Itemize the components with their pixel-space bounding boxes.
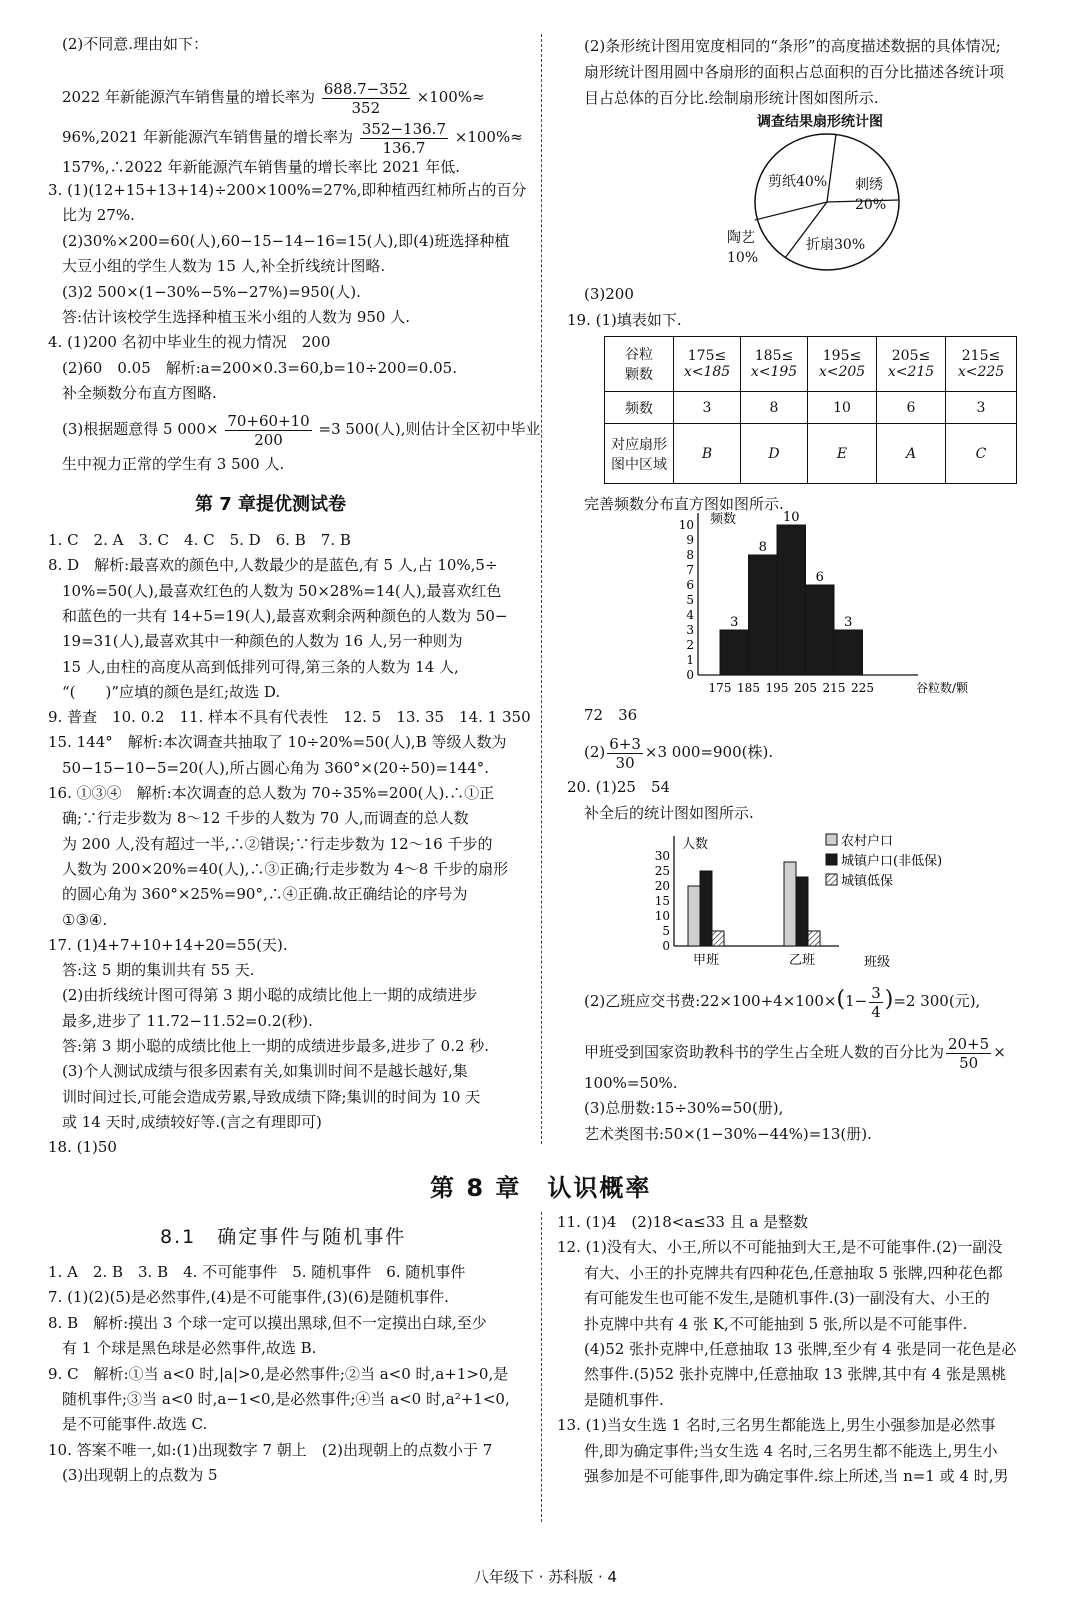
col-text: 195≤	[822, 348, 862, 364]
y-tick-label: 0	[686, 668, 694, 682]
bar-value-label: 8	[758, 540, 767, 555]
text-line: 1. C 2. A 3. C 4. C 5. D 6. B 7. B	[48, 531, 351, 549]
y-tick-label: 1	[686, 653, 694, 667]
text-line: 17. (1)4+7+10+14+20=55(天).	[48, 935, 288, 954]
fraction	[360, 120, 448, 157]
text-line: 随机事件;③当 a<0 时,a−1<0,是必然事件;④当 a<0 时,a²+1<0,	[62, 1390, 510, 1408]
denominator: 4	[871, 1002, 881, 1021]
denominator: 50	[959, 1053, 979, 1072]
text-line: 9. C 解析:①当 a<0 时,|a|>0,是必然事件;②当 a<0 时,a+1>0,是	[48, 1364, 509, 1383]
col-text: 205≤	[891, 348, 931, 364]
text-line: (2)	[584, 743, 606, 761]
text-line: (3)出现朝上的点数为 5	[62, 1466, 218, 1485]
x-category-label: 甲班	[692, 953, 720, 968]
bar-3	[808, 931, 820, 946]
pie-label-zheshan: 折扇30%	[806, 237, 866, 253]
text-line: ①③④.	[62, 910, 108, 929]
text-line: 1. A 2. B 3. B 4. 不可能事件 5. 随机事件 6. 随机事件	[48, 1263, 466, 1281]
formula-line	[62, 410, 540, 449]
text-line: (3)200	[584, 285, 634, 303]
text-line: 96%,2021 年新能源汽车销售量的增长率为	[62, 128, 354, 146]
x-axis-label: 班级	[864, 955, 891, 970]
bar-value-label: 10	[782, 510, 800, 525]
column-divider	[541, 1212, 542, 1522]
page-footer: 八年级下 · 苏科版 · 4	[473, 1568, 618, 1586]
text-line: (4)52 张扑克牌中,任意抽取 13 张牌,至少有 4 张是同一花色是必	[584, 1340, 1017, 1358]
text-line: 有可能发生也可能不发生,是随机事件.(3)一副没有大、小王的	[584, 1289, 990, 1308]
x-tick-label: 225	[851, 681, 874, 695]
histogram-bar	[720, 630, 749, 675]
y-axis-label: 频数	[710, 512, 737, 527]
text-line: 11. (1)4 (2)18<a≤33 且 a 是整数	[557, 1213, 809, 1231]
text-line: (2)不同意.理由如下：	[62, 35, 209, 53]
pie-title: 调查结果扇形统计图	[757, 114, 883, 130]
text-line: 8. D 解析:最喜欢的颜色中,人数最少的是蓝色,有 5 人,占 10%,5÷	[48, 556, 498, 575]
table-row-label: 频数	[605, 392, 674, 424]
text-line: (3)根据题意得 5 000×	[62, 420, 219, 438]
text-line: 是随机事件.	[584, 1390, 664, 1409]
y-tick-label: 30	[654, 849, 670, 863]
denominator: 136.7	[382, 138, 426, 157]
text-line: 件,即为确定事件;当女生选 4 名时,三名男生都不能选上,男生小	[584, 1441, 998, 1460]
text-line: (2)30%×200=60(人),60−15−14−16=15(人),即(4)班选择种植	[62, 232, 510, 250]
y-tick-label: 6	[686, 578, 694, 592]
chapter8-title: 第 8 章 认识概率	[430, 1174, 652, 1202]
row-text: 对应扇形	[611, 436, 667, 453]
y-tick-label: 5	[686, 593, 694, 607]
text-line: 艺术类图书:50×(1−30%−44%)=13(册).	[584, 1125, 872, 1143]
table-cell: D	[741, 424, 808, 484]
table-cell: E	[808, 424, 877, 484]
text-line: 15 人,由柱的高度从高到低排列可得,第三条的人数为 14 人,	[62, 657, 459, 676]
text-line: 补全后的统计图如图所示.	[584, 804, 754, 822]
pie-label-taoyi-pct: 10%	[727, 250, 759, 266]
bar-1	[688, 886, 700, 946]
text-line: 的圆心角为 360°×25%=90°,∴④正确.故正确结论的序号为	[62, 885, 468, 904]
paren: )	[884, 987, 894, 1012]
col-text: x<215	[887, 364, 935, 380]
text-line: (2)条形统计图用宽度相同的“条形”的高度描述数据的具体情况;	[584, 37, 1001, 55]
formula-line	[62, 78, 485, 117]
formula-line	[62, 118, 523, 157]
legend-label: 城镇低保	[841, 874, 894, 889]
y-tick-label: 3	[686, 623, 694, 637]
text-line: 训时间过长,可能会造成劳累,导致成绩下降;集训的时间为 10 天	[62, 1087, 481, 1106]
bar-2	[700, 871, 712, 946]
bar-2	[796, 877, 808, 946]
text-line: 或 14 天时,成绩较好等.(言之有理即可)	[62, 1112, 322, 1131]
fraction	[322, 80, 410, 117]
text-line: 为 200 人,没有超过一半,∴②错误;∵行走步数为 12～16 千步的	[62, 834, 493, 853]
text-line: 扑克牌中共有 4 张 K,不可能抽到 5 张,所以是不可能事件.	[584, 1314, 968, 1333]
pie-label-cixiu-pct: 20%	[855, 197, 887, 213]
text-line: 7. (1)(2)(5)是必然事件,(4)是不可能事件,(3)(6)是随机事件.	[48, 1288, 449, 1307]
header-text: 谷粒	[625, 347, 653, 363]
bar-1	[784, 862, 796, 946]
text-line: 最多,进步了 11.72−11.52=0.2(秒).	[62, 1011, 313, 1030]
text-line: 甲班受到国家资助教科书的学生占全班人数的百分比为	[584, 1043, 945, 1061]
fraction	[225, 412, 311, 449]
y-tick-label: 5	[662, 924, 670, 938]
y-tick-label: 20	[654, 879, 670, 893]
text-line: (3)总册数:15÷30%=50(册),	[584, 1099, 784, 1117]
text-line: 72 36	[584, 706, 638, 724]
y-tick-label: 4	[686, 608, 694, 622]
bar-value-label: 6	[815, 570, 824, 585]
text-line: 有 1 个球是黑色球是必然事件,故选 B.	[62, 1339, 317, 1358]
numerator: 3	[871, 983, 881, 1002]
text-line: (2)由折线统计图可得第 3 期小聪的成绩比他上一期的成绩进步	[62, 986, 478, 1005]
histogram-bar	[806, 585, 835, 675]
text-line: 20. (1)25 54	[567, 778, 671, 796]
col-text: 215≤	[961, 348, 1001, 364]
x-tick-label: 185	[737, 681, 760, 695]
text-line: 8. B 解析:摸出 3 个球一定可以摸出黑球,但不一定摸出白球,至少	[48, 1313, 487, 1332]
numerator: 352−136.7	[361, 119, 446, 138]
text-line: 19. (1)填表如下.	[567, 311, 682, 329]
table-cell: C	[946, 424, 1017, 484]
fraction	[607, 735, 643, 772]
numerator: 688.7−352	[323, 79, 408, 98]
col-text: 185≤	[754, 348, 794, 364]
formula-line	[584, 980, 980, 1021]
text-line: 2022 年新能源汽车销售量的增长率为	[62, 88, 315, 106]
table-row-label	[605, 424, 674, 484]
table-col-head	[808, 337, 877, 392]
text-line: 18. (1)50	[48, 1138, 117, 1157]
text-line: 有大、小王的扑克牌共有四种花色,任意抽取 5 张牌,四种花色都	[584, 1263, 1003, 1282]
text-line: 是不可能事件.故选 C.	[62, 1415, 208, 1434]
text-line: (2)60 0.05 解析:a=200×0.3=60,b=10÷200=0.05.	[62, 359, 457, 377]
column-divider	[541, 34, 542, 1144]
chapter7-title: 第 7 章提优测试卷	[195, 494, 347, 515]
legend-label: 农村户口	[841, 834, 894, 849]
text-line: 和蓝色的一共有 14+5=19(人),最喜欢剩余两种颜色的人数为 50−	[62, 606, 508, 625]
text-line: (3)个人测试成绩与很多因素有关,如集训时间不是越长越好,集	[62, 1062, 468, 1081]
text-line: 10. 答案不唯一,如:(1)出现数字 7 朝上 (2)出现朝上的点数小于 7	[48, 1440, 493, 1459]
text-line: =3 500(人),则估计全区初中毕业	[318, 420, 541, 438]
text-line: 完善频数分布直方图如图所示.	[584, 495, 784, 513]
y-axis-label: 人数	[682, 837, 709, 852]
text-line: 10%=50(人),最喜欢红色的人数为 50×28%=14(人),最喜欢红色	[62, 581, 502, 600]
pie-label-cixiu: 刺绣	[855, 177, 883, 193]
text-line: 扇形统计图用圆中各扇形的面积占总面积的百分比描述各统计项	[584, 63, 1005, 81]
text-line: 16. ①③④ 解析:本次调查的总人数为 70÷35%=200(人).∴①正	[48, 784, 495, 802]
legend-swatch	[826, 874, 837, 885]
text-line: ×100%≈	[416, 88, 485, 106]
legend-swatch	[826, 834, 837, 845]
text-line: 补全频数分布直方图略.	[62, 384, 217, 402]
bar-3	[712, 931, 724, 946]
y-tick-label: 7	[686, 563, 694, 577]
text-line: ×3 000=900(株).	[644, 743, 774, 761]
text-line: 12. (1)没有大、小王,所以不可能抽到大王,是不可能事件.(2)一副没	[557, 1238, 1003, 1257]
y-tick-label: 10	[678, 518, 694, 532]
text-line: 9. 普查 10. 0.2 11. 样本不具有代表性 12. 5 13. 35 14. 1 350	[48, 708, 531, 727]
text-line: 答:第 3 期小聪的成绩比他上一期的成绩进步最多,进步了 0.2 秒.	[62, 1037, 490, 1055]
histogram-bar	[777, 525, 806, 675]
text-line: 大豆小组的学生人数为 15 人,补全折线统计图略.	[62, 257, 386, 275]
text-line: 然事件.(5)52 张扑克牌中,任意抽取 13 张牌,其中有 4 张是黑桃	[584, 1365, 1007, 1384]
denominator: 200	[254, 430, 283, 449]
text-line: 答:估计该校学生选择种植玉米小组的人数为 950 人.	[62, 308, 410, 326]
legend-label: 城镇户口(非低保)	[841, 854, 943, 869]
bar-value-label: 3	[844, 615, 853, 630]
fraction	[869, 984, 883, 1021]
table-cell: 8	[741, 392, 808, 424]
x-category-label: 乙班	[788, 953, 816, 968]
row-text: 图中区域	[611, 456, 667, 473]
text-line: 50−15−10−5=20(人),所占圆心角为 360°×(20÷50)=144°.	[62, 758, 490, 777]
y-tick-label: 0	[662, 939, 670, 953]
table-cell: 10	[808, 392, 877, 424]
text-line: (3)2 500×(1−30%−5%−27%)=950(人).	[62, 283, 361, 301]
text-line: ×	[993, 1043, 1006, 1061]
text-line: 13. (1)当女生选 1 名时,三名男生都能选上,男生小强参加是必然事	[557, 1416, 996, 1435]
table-col-head	[877, 337, 946, 392]
text-line: (2)乙班应交书费:22×100+4×100×	[584, 992, 837, 1010]
table-col-head	[741, 337, 808, 392]
y-tick-label: 10	[654, 909, 670, 923]
bar-value-label: 3	[730, 615, 739, 630]
section-8-1-title: 8.1 确定事件与随机事件	[160, 1226, 407, 1248]
numerator: 6+3	[609, 734, 641, 753]
histogram-chart	[660, 510, 969, 700]
text-line: 目占总体的百分比.绘制扇形统计图如图所示.	[584, 89, 879, 107]
text-line: 人数为 200×20%=40(人),∴③正确;行走步数为 4～8 千步的扇形	[62, 859, 509, 878]
text-line: 19=31(人),最喜欢其中一种颜色的人数为 16 人,另一种则为	[62, 632, 463, 651]
table-cell: 3	[946, 392, 1017, 424]
histogram-bar	[749, 555, 778, 675]
table-col-head	[674, 337, 741, 392]
x-tick-label: 175	[708, 681, 732, 695]
col-text: x<205	[818, 364, 866, 380]
grouped-bar-chart	[640, 826, 980, 976]
col-text: x<195	[750, 364, 798, 380]
table-cell: 6	[877, 392, 946, 424]
pie-slice-edge	[827, 134, 836, 202]
denominator: 352	[351, 98, 381, 117]
text-line: 确;∵行走步数为 8～12 千步的人数为 70 人,而调查的总人数	[62, 809, 469, 828]
table-cell: 3	[674, 392, 741, 424]
y-tick-label: 2	[686, 638, 694, 652]
y-tick-label: 9	[686, 533, 694, 547]
y-tick-label: 8	[686, 548, 694, 562]
text-line: “( )”应填的颜色是红;故选 D.	[62, 682, 281, 701]
col-text: x<185	[683, 364, 731, 380]
formula-line	[584, 733, 773, 772]
x-tick-label: 195	[765, 681, 789, 695]
x-tick-label: 205	[794, 681, 817, 695]
numerator: 20+5	[948, 1034, 990, 1053]
histogram-bar	[834, 630, 863, 675]
text-line: 4. (1)200 名初中毕业生的视力情况 200	[48, 333, 331, 351]
x-axis-label: 谷粒数/颗	[916, 681, 969, 695]
text-line: ×100%≈	[454, 128, 523, 146]
numerator: 70+60+10	[227, 411, 310, 430]
frequency-table	[604, 336, 1017, 484]
table-col-head	[946, 337, 1017, 392]
pie-label-taoyi: 陶艺	[727, 230, 755, 246]
header-text: 颗数	[625, 367, 653, 383]
col-text: x<225	[957, 364, 1005, 380]
table-cell: A	[877, 424, 946, 484]
text-line: 强参加是不可能事件,即为确定事件.综上所述,当 n=1 或 4 时,男	[584, 1467, 1009, 1485]
fraction	[946, 1035, 991, 1072]
text-line: 3. (1)(12+15+13+14)÷200×100%=27%,即种植西红柿所占的百分	[48, 181, 527, 199]
text-line: 生中视力正常的学生有 3 500 人.	[62, 455, 285, 473]
denominator: 30	[615, 753, 635, 772]
text-line: 100%=50%.	[584, 1074, 678, 1092]
col-text: 175≤	[687, 348, 727, 364]
text-line: 15. 144° 解析:本次调查共抽取了 10÷20%=50(人),B 等级人数为	[48, 733, 507, 752]
text-line: =2 300(元),	[893, 992, 981, 1010]
y-tick-label: 15	[654, 894, 670, 908]
table-cell: B	[674, 424, 741, 484]
text-line: 答:这 5 期的集训共有 55 天.	[62, 961, 255, 980]
x-tick-label: 215	[822, 681, 846, 695]
paren: (	[836, 987, 846, 1012]
pie-label-jianzhi: 剪纸40%	[768, 174, 828, 190]
formula-line	[584, 1032, 1006, 1072]
table-header-cell	[605, 337, 674, 392]
text-line: 比为 27%.	[62, 206, 135, 224]
y-tick-label: 25	[654, 864, 670, 878]
text-line: 1−	[845, 992, 868, 1010]
text-line: 157%,∴2022 年新能源汽车销售量的增长率比 2021 年低.	[62, 158, 461, 176]
legend-swatch	[826, 854, 837, 865]
